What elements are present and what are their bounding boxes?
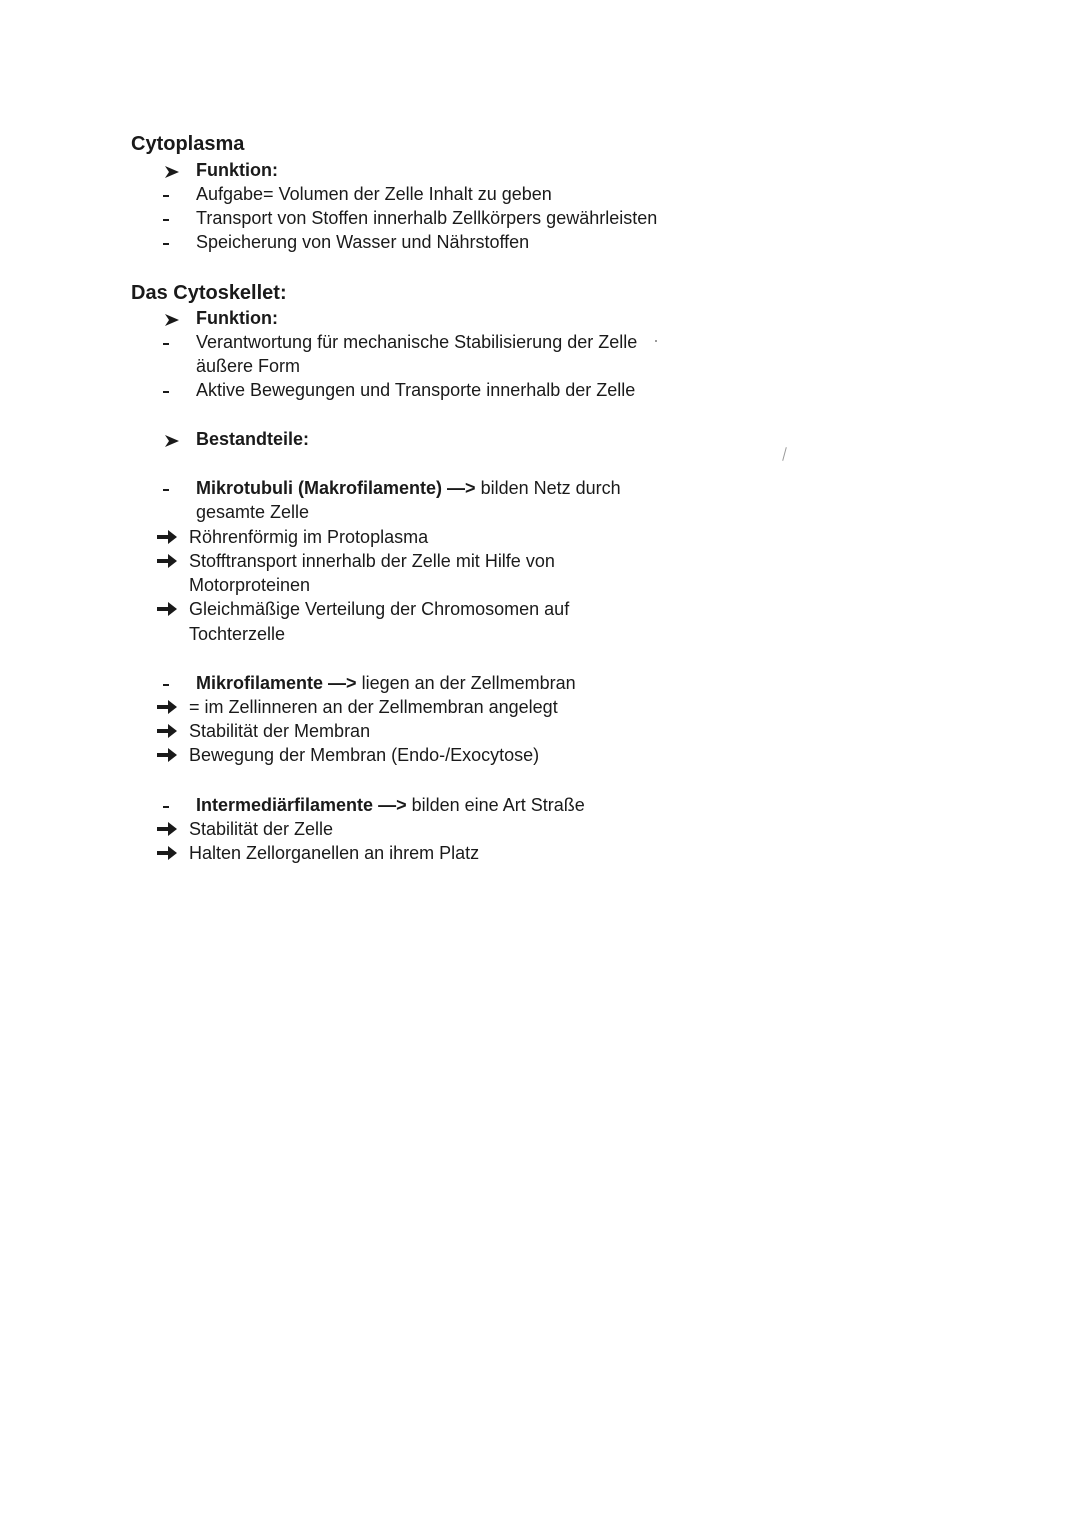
mikrotubuli-desc-continued: gesamte Zelle: [196, 502, 310, 522]
mikrotubuli-desc: bilden Netz durch: [480, 478, 621, 498]
mikrotubuli-title: Mikrotubuli (Makrofilamente): [196, 478, 443, 498]
dash-bullet-icon: [163, 489, 169, 491]
arrow-bullet-icon: [156, 553, 178, 569]
mikrofilamente-point: Bewegung der Membran (Endo-/Exocytose): [189, 745, 540, 765]
dash-bullet-icon: [163, 806, 169, 808]
triangle-bullet-icon: [163, 433, 181, 449]
cytoplasma-item: Transport von Stoffen innerhalb Zellkörpers gewährleisten: [196, 208, 658, 228]
arrow-bullet-icon: [156, 723, 178, 739]
cytoskellet-funktion-item-continued: äußere Form: [196, 356, 301, 376]
funktion-label-cytoskellet: Funktion:: [196, 308, 278, 328]
dash-bullet-icon: [163, 343, 169, 345]
scan-artifact: [782, 447, 787, 461]
intermediaerfilamente-desc: bilden eine Art Straße: [411, 795, 585, 815]
mikrotubuli-point-continued: Motorproteinen: [189, 575, 311, 595]
mikrofilamente-title: Mikrofilamente: [196, 673, 324, 693]
arrow-bullet-icon: [156, 529, 178, 545]
funktion-label-cytoplasma: Funktion:: [196, 160, 278, 180]
mikrotubuli-arrow-text: —>: [447, 478, 476, 498]
scan-artifact: [655, 340, 657, 342]
bestandteile-label: Bestandteile:: [196, 429, 310, 449]
mikrofilamente-point: Stabilität der Membran: [189, 721, 371, 741]
arrow-bullet-icon: [156, 821, 178, 837]
intermediaerfilamente-point: Halten Zellorganellen an ihrem Platz: [189, 843, 480, 863]
mikrofilamente-line: [196, 671, 576, 695]
cytoplasma-item: Speicherung von Wasser und Nährstoffen: [196, 232, 530, 252]
mikrofilamente-arrow-text: —>: [328, 673, 357, 693]
mikrofilamente-point: = im Zellinneren an der Zellmembran angelegt: [189, 697, 558, 717]
intermediaerfilamente-title: Intermediärfilamente: [196, 795, 374, 815]
cytoplasma-item: Aufgabe= Volumen der Zelle Inhalt zu geben: [196, 184, 552, 204]
mikrotubuli-point-continued: Tochterzelle: [189, 624, 286, 644]
dash-bullet-icon: [163, 391, 169, 393]
arrow-bullet-icon: [156, 699, 178, 715]
cytoskellet-funktion-item: Aktive Bewegungen und Transporte innerhalb der Zelle: [196, 380, 636, 400]
mikrotubuli-point: Stofftransport innerhalb der Zelle mit Hilfe von: [189, 551, 555, 571]
mikrofilamente-desc: liegen an der Zellmembran: [361, 673, 576, 693]
mikrotubuli-line: [196, 476, 621, 500]
cytoskellet-funktion-item: Verantwortung für mechanische Stabilisierung der Zelle: [196, 332, 638, 352]
mikrotubuli-point: Gleichmäßige Verteilung der Chromosomen auf: [189, 599, 570, 619]
arrow-bullet-icon: [156, 601, 178, 617]
dash-bullet-icon: [163, 684, 169, 686]
triangle-bullet-icon: [163, 312, 181, 328]
dash-bullet-icon: [163, 219, 169, 221]
intermediaerfilamente-line: [196, 793, 585, 817]
dash-bullet-icon: [163, 243, 169, 245]
intermediaerfilamente-arrow-text: —>: [378, 795, 407, 815]
heading-cytoskellet: Das Cytoskellet:: [131, 282, 287, 304]
arrow-bullet-icon: [156, 845, 178, 861]
mikrotubuli-point: Röhrenförmig im Protoplasma: [189, 527, 429, 547]
heading-cytoplasma: Cytoplasma: [131, 133, 245, 155]
dash-bullet-icon: [163, 195, 169, 197]
intermediaerfilamente-point: Stabilität der Zelle: [189, 819, 334, 839]
arrow-bullet-icon: [156, 747, 178, 763]
triangle-bullet-icon: [163, 164, 181, 180]
